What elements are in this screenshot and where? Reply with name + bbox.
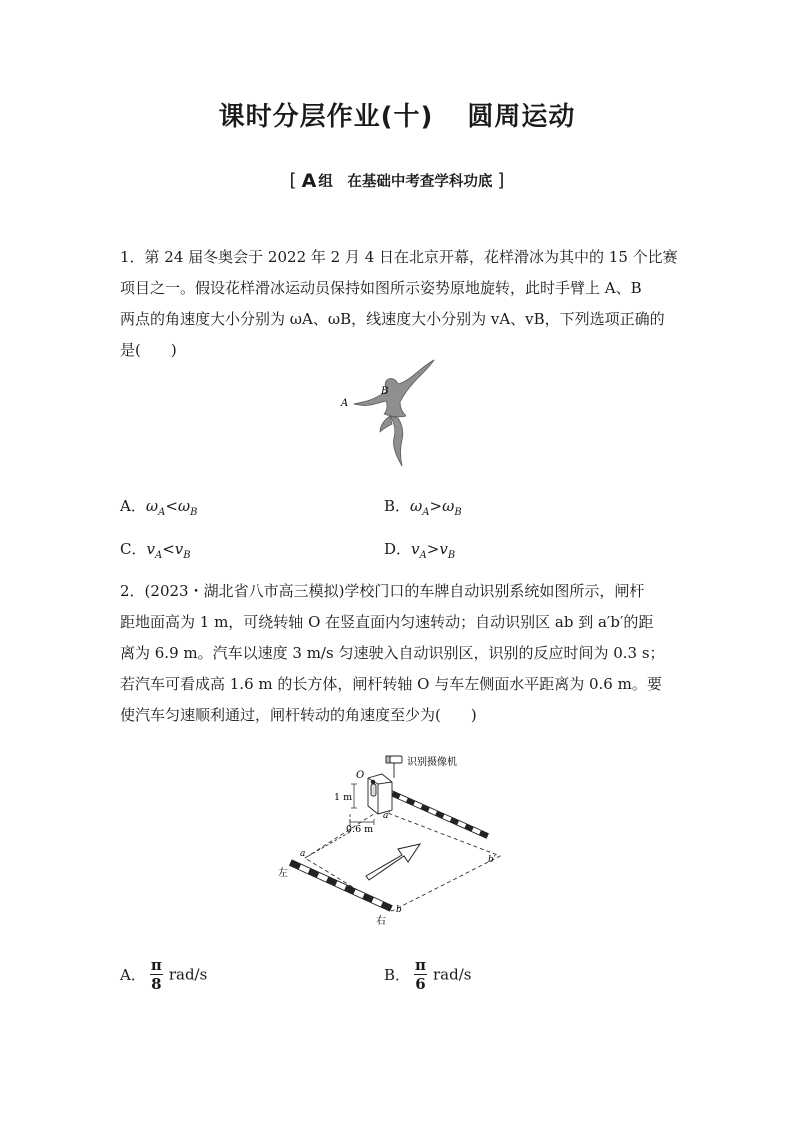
group-badge: A [301, 170, 317, 192]
question-1-line: 两点的角速度大小分别为 ωA、ωB，线速度大小分别为 vA、vB，下列选项正确的 [120, 310, 665, 328]
label-right: 右 [376, 916, 386, 927]
option-op: > [426, 540, 440, 558]
option-left: ω [410, 497, 423, 515]
option-right-sub: B [447, 550, 456, 561]
option-a[interactable] [120, 495, 197, 518]
title-main: 课时分层作业(十) [218, 102, 434, 132]
option-op: > [429, 497, 443, 515]
skater-back-leg [380, 416, 392, 432]
option-letter: B． [384, 966, 411, 984]
option-letter: A． [120, 966, 146, 984]
ground-stripe [290, 860, 393, 911]
open-bracket: [ [289, 170, 297, 191]
option-b[interactable] [384, 956, 471, 993]
option-right: v [439, 540, 448, 558]
label-a: A [341, 398, 349, 409]
offset-label: 0.6 m [346, 824, 374, 835]
fraction-numerator: π [415, 956, 427, 974]
group-label: 组 在基础中考查学科功底 [318, 174, 493, 190]
question-1-line: 项目之一。假设花样滑冰运动员保持如图所示姿势原地旋转，此时手臂上 A、B [120, 279, 642, 297]
option-right: ω [177, 497, 191, 515]
label-b-prime: b′ [488, 855, 496, 865]
question-1-text [120, 242, 680, 366]
label-b-point: b [396, 905, 402, 915]
option-right-sub: B [454, 507, 462, 518]
option-left-sub: A [158, 507, 166, 518]
fraction-denominator: 8 [151, 975, 162, 993]
option-b[interactable] [384, 495, 462, 518]
label-a-point: a [300, 849, 306, 859]
fraction [414, 956, 427, 993]
page-title [0, 96, 794, 133]
option-letter: D． [384, 540, 412, 558]
option-right-sub: B [183, 550, 191, 561]
option-op: < [162, 540, 175, 558]
label-left: 左 [278, 868, 288, 879]
skater-silhouette [354, 360, 434, 417]
group-heading [0, 170, 794, 192]
option-left-sub: A [422, 507, 430, 518]
question-2-line: 若汽车可看成高 1.6 m 的长方体，闸杆转轴 O 与车左侧面水平距离为 0.6 m。要 [120, 675, 662, 693]
camera-label: 识别摄像机 [407, 757, 457, 768]
label-o: O [356, 770, 365, 781]
label-a-prime: a′ [383, 811, 391, 821]
option-letter: A． [120, 497, 146, 515]
option-unit: rad/s [433, 965, 472, 984]
option-left: v [146, 540, 155, 558]
option-c[interactable] [120, 538, 191, 561]
fraction [150, 956, 163, 993]
fraction-denominator: 6 [415, 975, 426, 993]
question-2-line: 2．(2023・湖北省八市高三模拟)学校门口的车牌自动识别系统如图所示，闸杆 [120, 582, 645, 600]
label-b: B [381, 386, 389, 397]
option-left-sub: A [419, 550, 427, 561]
question-2-line: 距地面高为 1 m，可绕转轴 O 在竖直面内匀速转动；自动识别区 ab 到 a′b′的距 [120, 613, 654, 631]
question-2-text [120, 576, 680, 731]
option-letter: B． [384, 497, 411, 515]
question-1-line: 是( ) [120, 341, 177, 359]
gate-figure [270, 752, 520, 930]
option-a[interactable] [120, 956, 207, 993]
option-right-sub: B [190, 507, 198, 518]
gate-post [368, 774, 392, 814]
camera-icon [386, 756, 402, 778]
question-2-line: 离为 6.9 m。汽车以速度 3 m/s 匀速驶入自动识别区，识别的反应时间为 0.3 s； [120, 644, 665, 662]
option-d[interactable] [384, 538, 455, 561]
option-left: v [411, 540, 420, 558]
fraction-numerator: π [150, 956, 162, 974]
option-letter: C． [120, 540, 147, 558]
option-left-sub: A [154, 550, 163, 561]
height-label: 1 m [334, 792, 353, 803]
option-unit: rad/s [168, 965, 208, 984]
close-bracket: ] [497, 170, 505, 191]
direction-arrow [366, 844, 420, 880]
option-op: < [165, 497, 178, 515]
title-topic: 圆周运动 [467, 102, 576, 132]
option-right: ω [442, 497, 455, 515]
skater-figure [340, 356, 440, 471]
question-1-line: 1．第 24 届冬奥会于 2022 年 2 月 4 日在北京开幕，花样滑冰为其中的 15 个比赛 [120, 248, 678, 266]
question-2-line: 使汽车匀速顺利通过，闸杆转动的角速度至少为( ) [120, 706, 477, 724]
gate-arm [384, 788, 488, 838]
option-right: v [174, 540, 184, 558]
recognition-zone [305, 810, 500, 911]
option-left: ω [145, 497, 159, 515]
